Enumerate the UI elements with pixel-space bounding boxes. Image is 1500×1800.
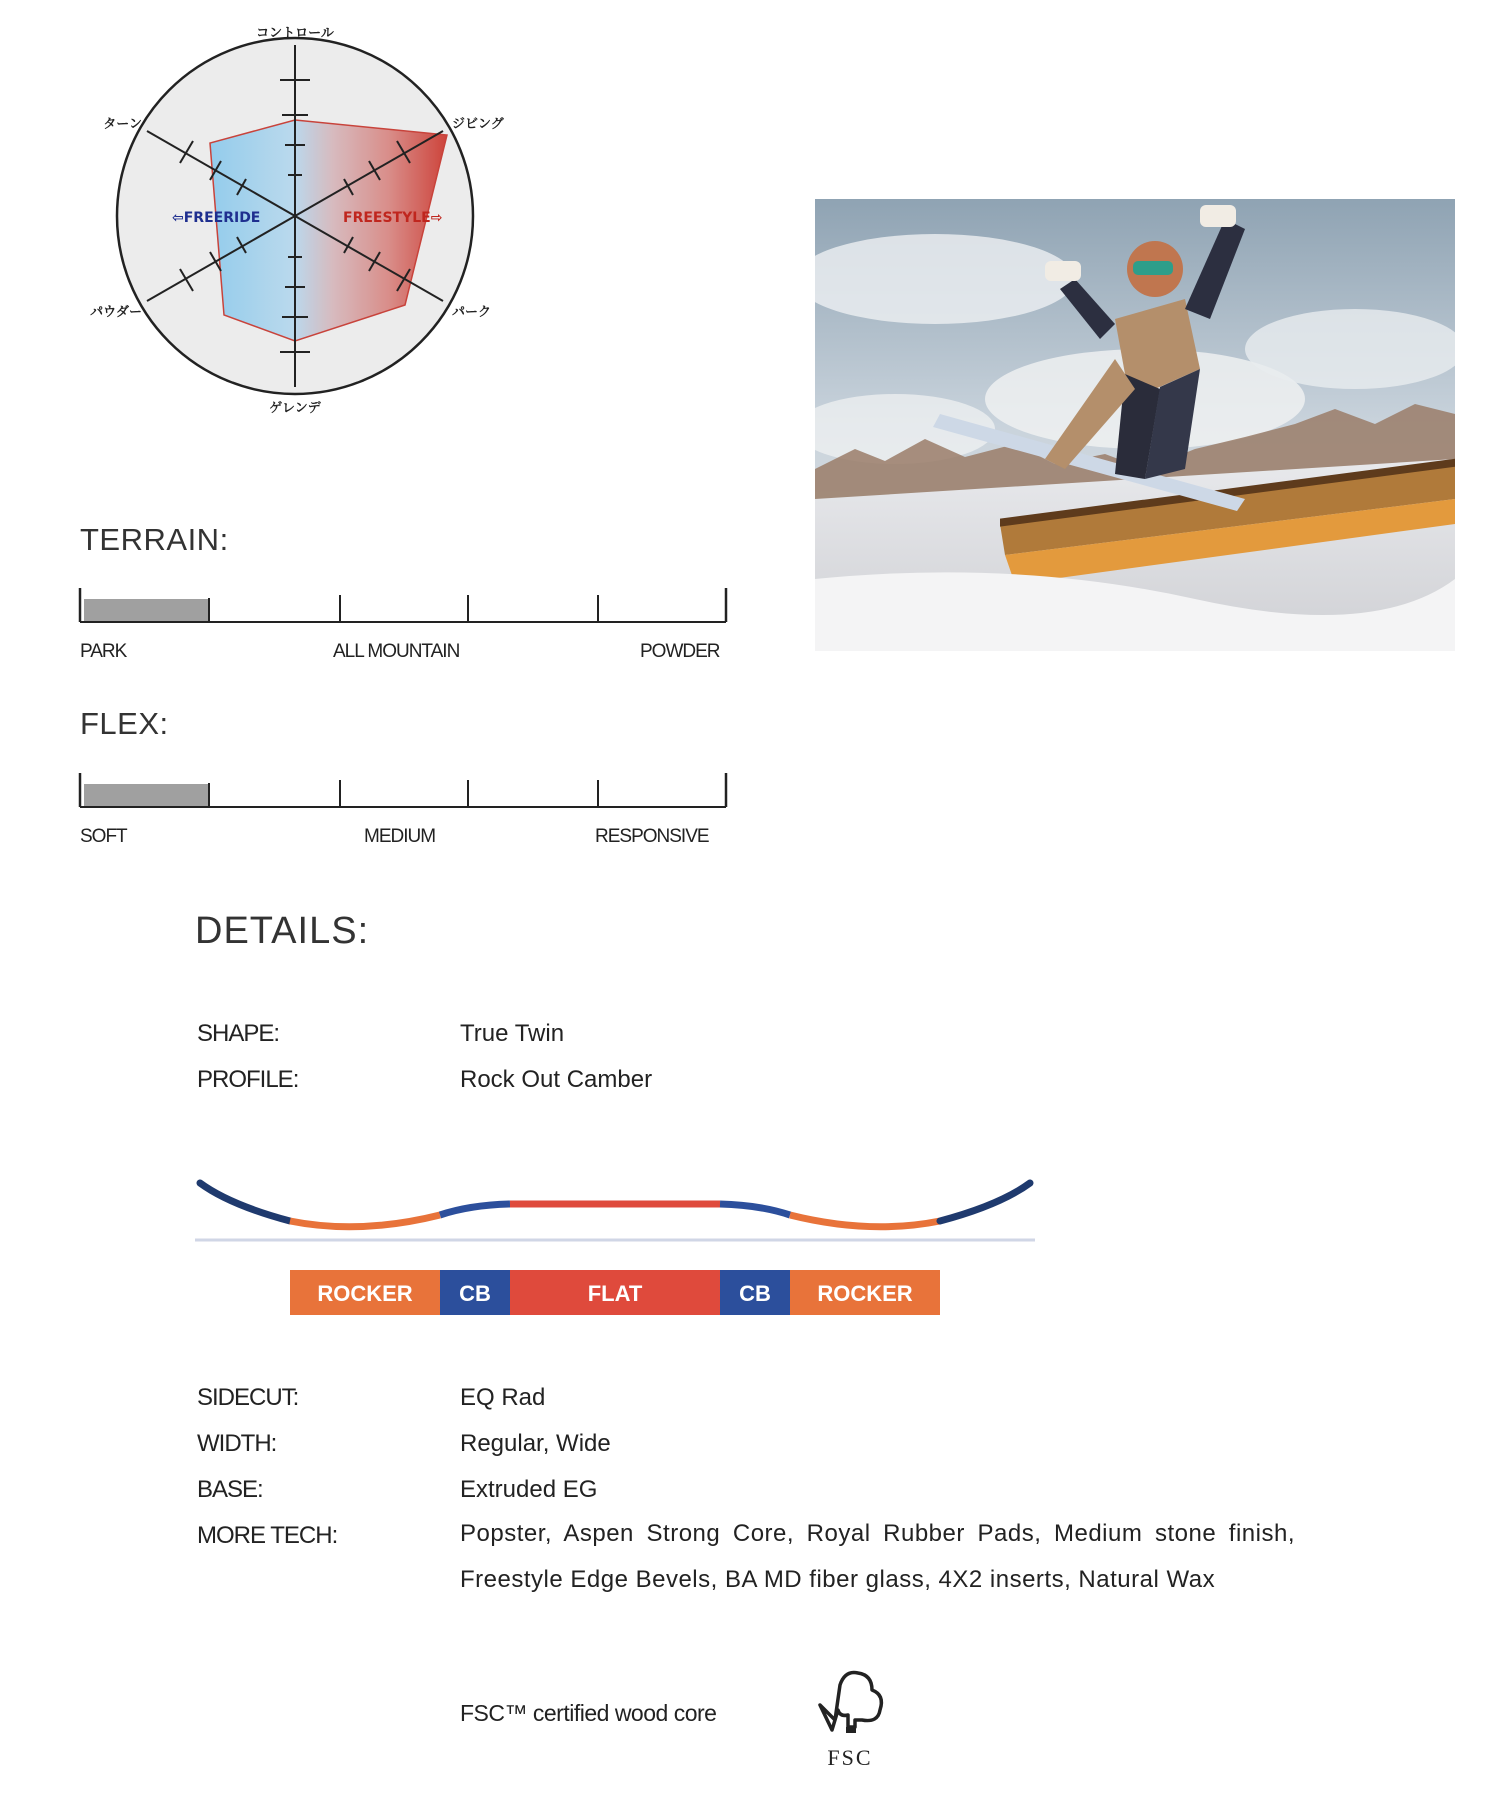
fsc-logo-text: FSC	[827, 1745, 873, 1770]
profile-segment-label-rocker-right: ROCKER	[817, 1281, 913, 1306]
profile-curve-rocker-left	[290, 1215, 440, 1227]
profile-segment-label-flat: FLAT	[587, 1281, 643, 1306]
axis-label-powder: パウダー	[90, 305, 142, 320]
sidecut-value: EQ Rad	[460, 1384, 546, 1411]
profile-curve-tip-left	[200, 1183, 290, 1221]
terrain-label-all-mountain: ALL MOUNTAIN	[333, 641, 460, 662]
board-profile-diagram	[190, 1165, 1040, 1325]
terrain-scale	[78, 585, 728, 645]
axis-label-turn: ターン	[103, 117, 142, 132]
profile-curve-tip-right	[940, 1183, 1030, 1221]
terrain-label-powder: POWDER	[640, 641, 720, 662]
profile-segment-label-cb-right: CB	[739, 1281, 771, 1306]
base-value: Extruded EG	[460, 1476, 598, 1503]
fsc-tree-logo-icon	[810, 1665, 890, 1770]
axis-label-control: コントロール	[256, 26, 334, 41]
snowboarder-rail-photo	[815, 199, 1455, 651]
riding-style-radar-chart	[60, 15, 540, 425]
terrain-heading: TERRAIN:	[80, 522, 229, 557]
freestyle-label: FREESTYLE⇨	[343, 210, 443, 226]
details-heading: DETAILS:	[195, 910, 370, 952]
width-label: WIDTH:	[197, 1430, 277, 1457]
profile-segment-label-rocker-left: ROCKER	[317, 1281, 413, 1306]
shape-label: SHAPE:	[197, 1020, 280, 1047]
more-tech-label: MORE TECH:	[197, 1522, 338, 1549]
axis-label-jibbing: ジビング	[452, 117, 504, 132]
freeride-label: ⇦FREERIDE	[172, 210, 261, 226]
width-value: Regular, Wide	[460, 1430, 611, 1457]
more-tech-value: Popster, Aspen Strong Core, Royal Rubber Pads, Medium stone finish, Freestyle Edge Bevels, BA MD fiber glass, 4X2 inserts, Natural Wax	[460, 1520, 1295, 1593]
profile-label: PROFILE:	[197, 1066, 299, 1093]
flex-heading: FLEX:	[80, 706, 169, 741]
flex-label-responsive: RESPONSIVE	[595, 826, 709, 847]
profile-value: Rock Out Camber	[460, 1066, 653, 1093]
profile-curve-rocker-right	[790, 1215, 940, 1227]
terrain-level-bar	[84, 599, 208, 621]
profile-segment-label-cb-left: CB	[459, 1281, 491, 1306]
flex-scale	[78, 770, 728, 830]
fsc-certification-text: FSC™ certified wood core	[460, 1700, 717, 1726]
shape-value: True Twin	[460, 1020, 565, 1047]
profile-curve-camber-left	[440, 1204, 510, 1215]
flex-level-bar	[84, 784, 208, 806]
flex-label-medium: MEDIUM	[364, 826, 436, 847]
flex-label-soft: SOFT	[80, 826, 127, 847]
terrain-label-park: PARK	[80, 641, 127, 662]
axis-label-park: パーク	[452, 305, 492, 320]
axis-label-groomer: ゲレンデ	[269, 401, 321, 416]
sidecut-label: SIDECUT:	[197, 1384, 299, 1411]
profile-curve-camber-right	[720, 1204, 790, 1215]
base-label: BASE:	[197, 1476, 263, 1503]
